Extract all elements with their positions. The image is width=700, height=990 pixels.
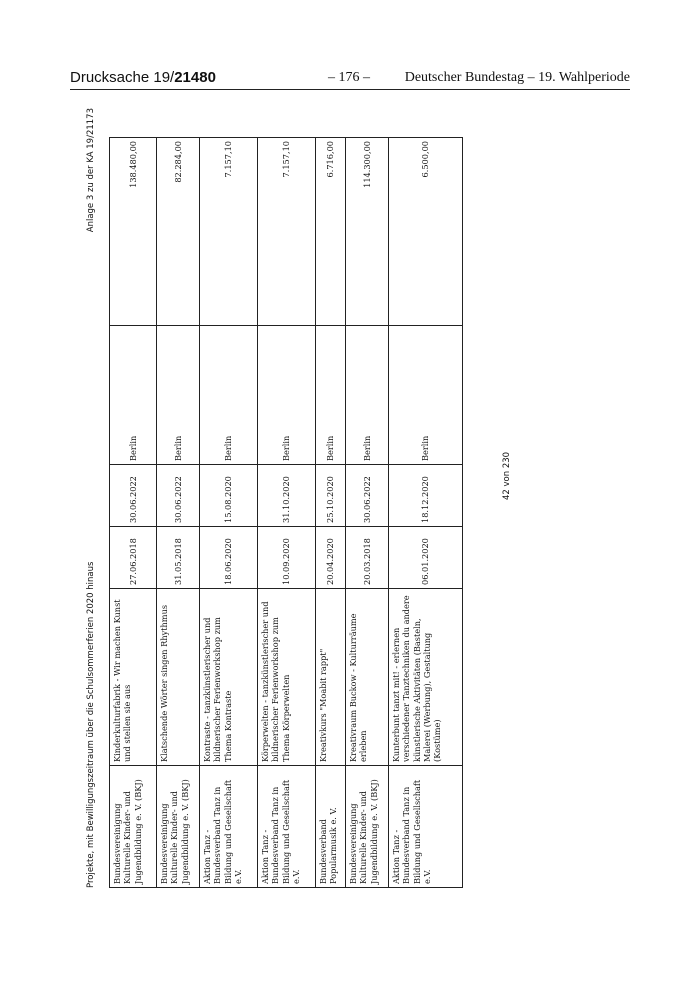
start-date-cell: 06.01.2020 [389, 527, 463, 589]
amount-cell: 82.284,00 [157, 138, 200, 326]
city-cell: Berlin [346, 326, 389, 465]
start-date-cell: 27.06.2018 [110, 527, 157, 589]
city-cell: Berlin [200, 326, 258, 465]
header-rule [70, 89, 630, 90]
organisation-cell: Aktion Tanz - Bundesverband Tanz in Bildung und Gesellschaft e.V. [258, 766, 316, 888]
organisation-cell: Bundesvereinigung Kulturelle Kinder- und Jugendbildung e. V. (BKJ) [346, 766, 389, 888]
project-title-cell: Kreativraum Buckow - Kulturräume erleben [346, 589, 389, 766]
end-date-cell: 31.10.2020 [258, 465, 316, 527]
project-title-cell: Kreativkurs "Moabit rappt" [316, 589, 346, 766]
annex-label: Anlage 3 zu der KA 19/21173 [86, 108, 96, 233]
landscape-sheet [84, 108, 524, 888]
document-number-prefix: Drucksache 19/ [70, 69, 175, 86]
end-date-cell: 30.06.2022 [110, 465, 157, 527]
amount-cell: 6.500,00 [389, 138, 463, 326]
organisation-cell: Bundesvereinigung Kulturelle Kinder- und Jugendbildung e. V. (BKJ) [110, 766, 157, 888]
amount-cell: 7.157,10 [258, 138, 316, 326]
organisation-cell: Bundesvereinigung Kulturelle Kinder- und Jugendbildung e. V. (BKJ) [157, 766, 200, 888]
project-title-cell: Kinderkulturfabrik - Wir machen Kunst und stellen sie aus [110, 589, 157, 766]
project-title-cell: Körperwelten - tanzkünstlerischer und bildnerischer Ferienworkshop zum Thema Körperwelten [258, 589, 316, 766]
table-caption: Projekte, mit Bewilligungszeitraum über die Schulsommerferien 2020 hinaus [86, 561, 96, 888]
amount-cell: 138.480,00 [110, 138, 157, 326]
organisation-cell: Bundesverband Popularmusik e. V. [316, 766, 346, 888]
project-table-body [110, 138, 463, 888]
start-date-cell: 10.09.2020 [258, 527, 316, 589]
project-title-cell: Kontraste - tanzkünstlerischer und bildnerischer Ferienworkshop zum Thema Kontraste [200, 589, 258, 766]
table-row [346, 138, 389, 888]
end-date-cell: 30.06.2022 [346, 465, 389, 527]
table-row [110, 138, 157, 888]
document-number [70, 69, 216, 86]
amount-cell: 114.300,00 [346, 138, 389, 326]
organisation-cell: Aktion Tanz - Bundesverband Tanz in Bildung und Gesellschaft e.V. [389, 766, 463, 888]
amount-cell: 7.157,10 [200, 138, 258, 326]
project-title-cell: Klatschende Wörter singen Rhythmus [157, 589, 200, 766]
end-date-cell: 18.12.2020 [389, 465, 463, 527]
parliament-period: Deutscher Bundestag – 19. Wahlperiode [404, 70, 630, 85]
table-row [157, 138, 200, 888]
start-date-cell: 31.05.2018 [157, 527, 200, 589]
document-number-value: 21480 [174, 69, 216, 86]
end-date-cell: 15.08.2020 [200, 465, 258, 527]
table-row [389, 138, 463, 888]
table-row [316, 138, 346, 888]
city-cell: Berlin [110, 326, 157, 465]
table-row [258, 138, 316, 888]
project-table [109, 137, 463, 888]
end-date-cell: 30.06.2022 [157, 465, 200, 527]
end-date-cell: 25.10.2020 [316, 465, 346, 527]
sheet-page-counter: 42 von 230 [502, 451, 512, 500]
amount-cell: 6.716,00 [316, 138, 346, 326]
city-cell: Berlin [389, 326, 463, 465]
start-date-cell: 20.04.2020 [316, 527, 346, 589]
project-title-cell: Kunterbunt tanzt mit! - erlernen verschiedener Tanztechniken du andere künstlerische Aktivitäten (Basteln, Malerei (Werbung), Gestaltung (Kostüme) [389, 589, 463, 766]
start-date-cell: 20.03.2018 [346, 527, 389, 589]
city-cell: Berlin [258, 326, 316, 465]
table-row [200, 138, 258, 888]
page-number: – 176 – [328, 70, 370, 85]
start-date-cell: 18.06.2020 [200, 527, 258, 589]
city-cell: Berlin [157, 326, 200, 465]
organisation-cell: Aktion Tanz - Bundesverband Tanz in Bildung und Gesellschaft e.V. [200, 766, 258, 888]
city-cell: Berlin [316, 326, 346, 465]
